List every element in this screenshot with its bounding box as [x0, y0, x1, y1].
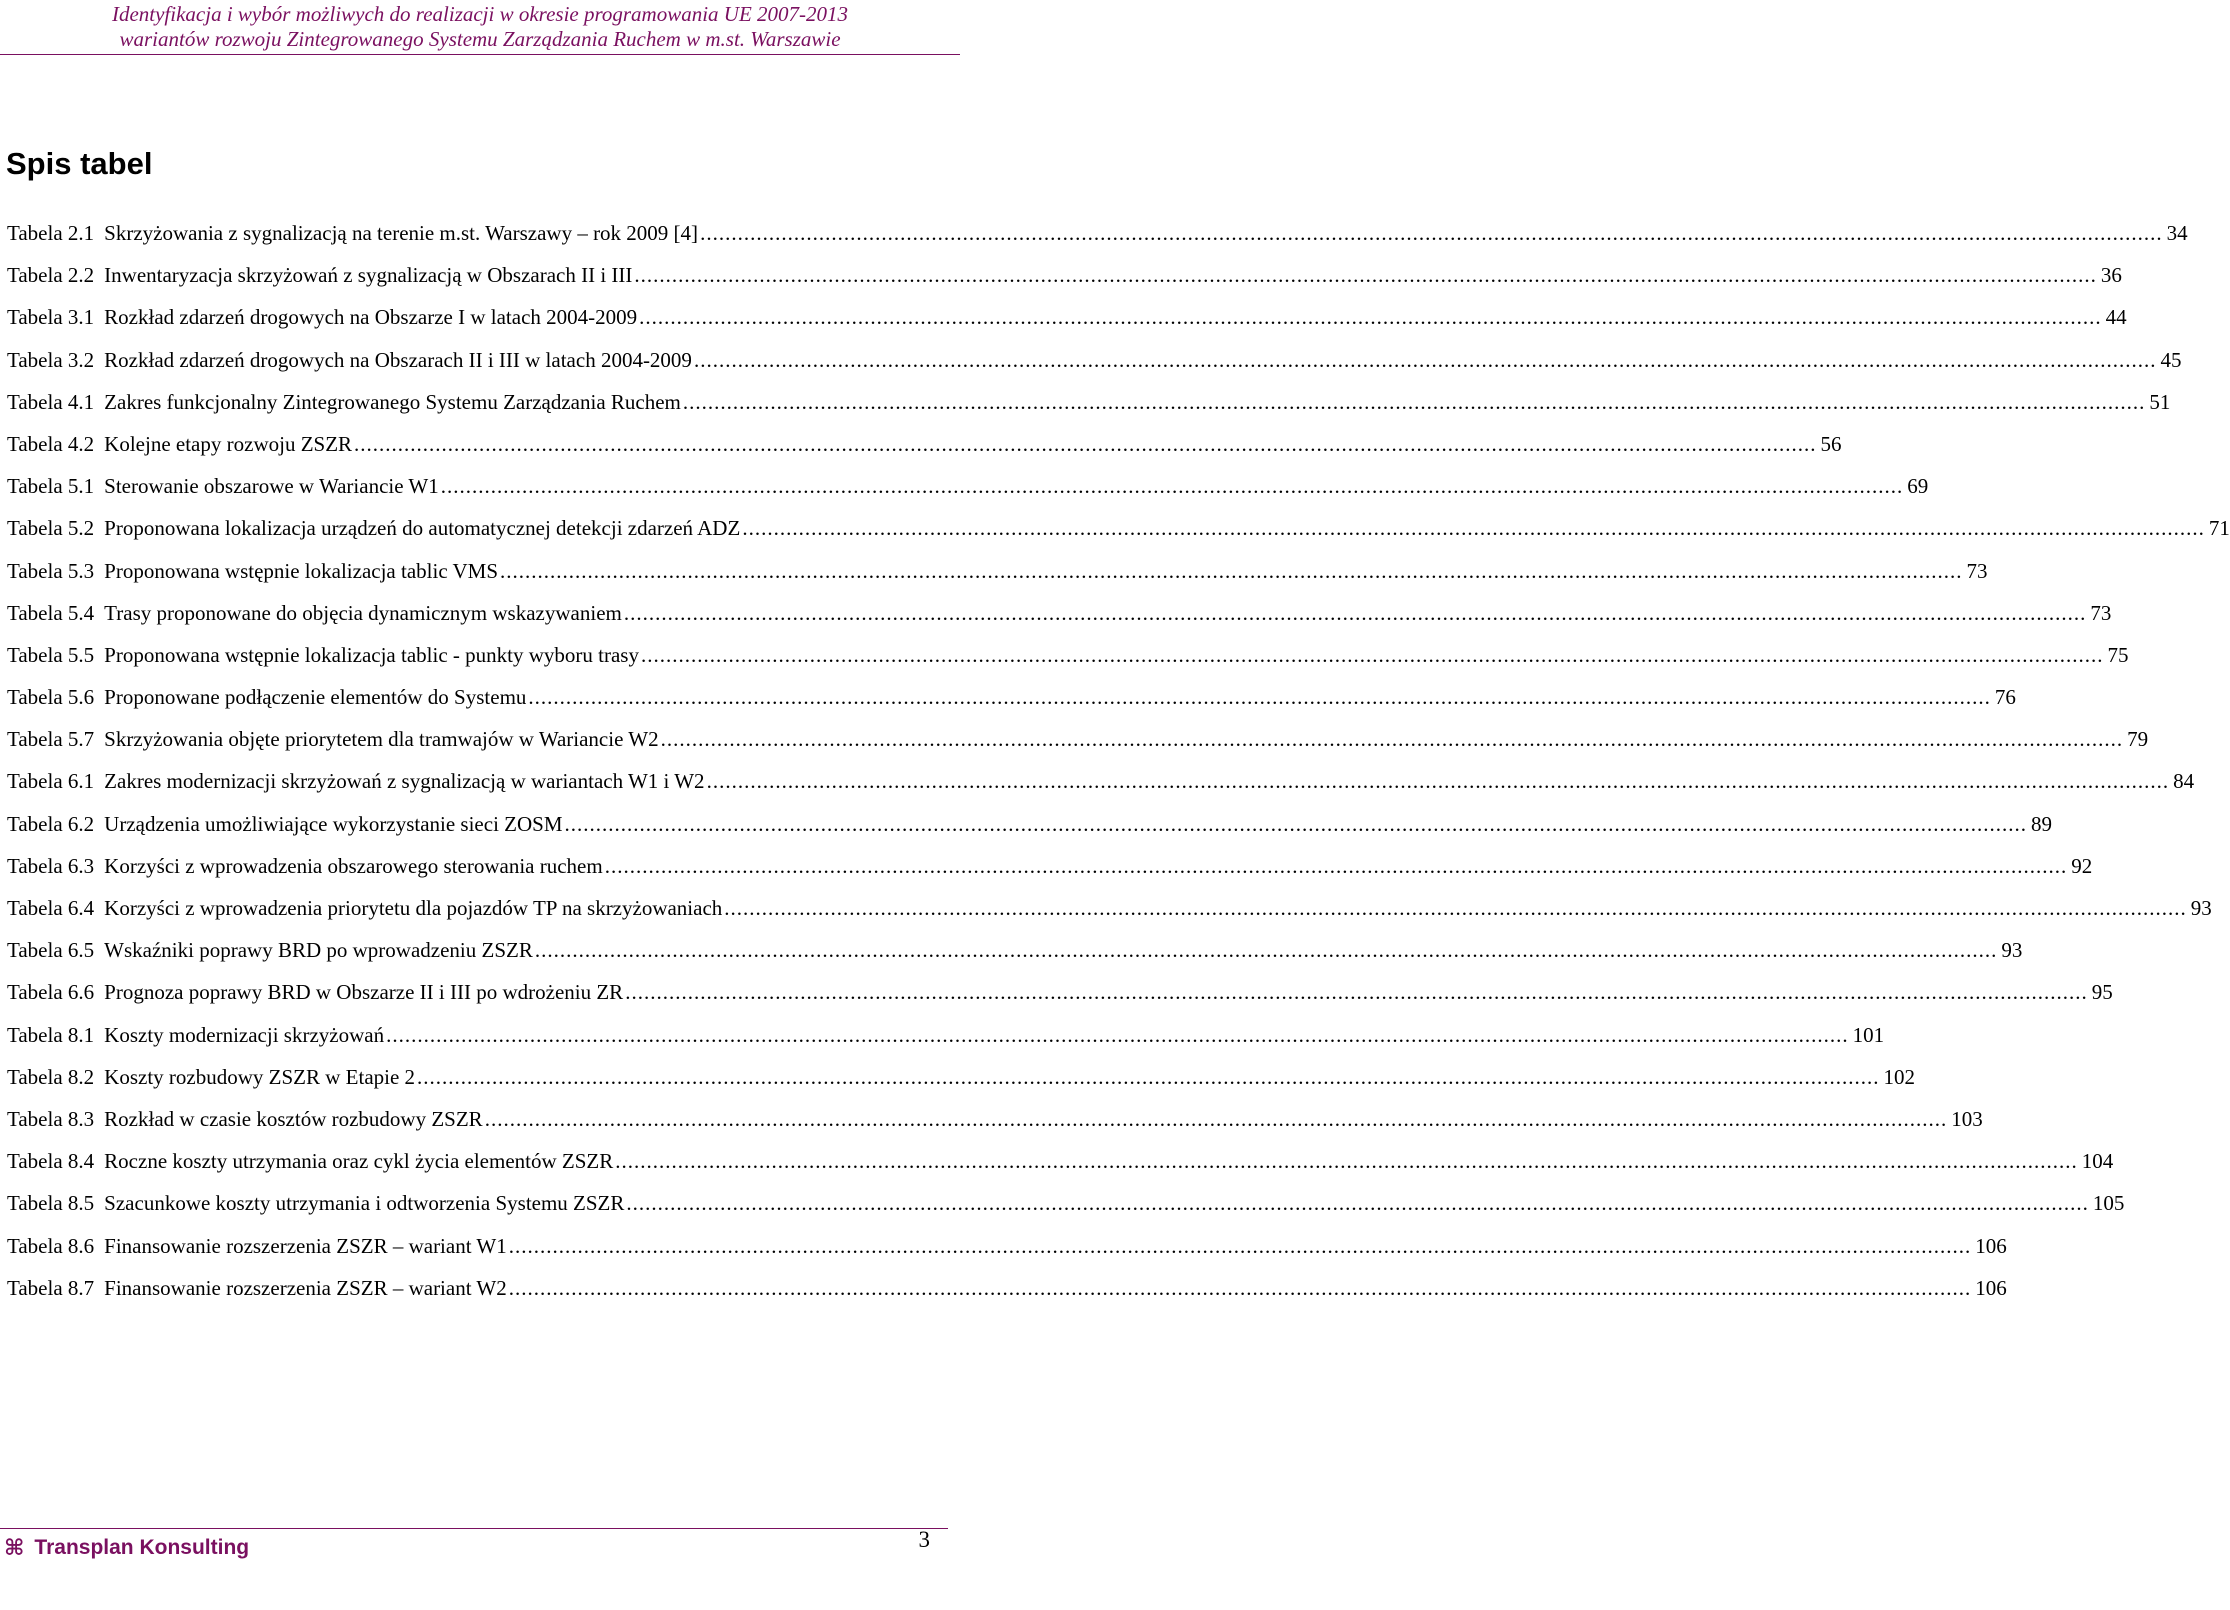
entry-title: Proponowana lokalizacja urządzeń do automatycznej detekcji zdarzeń ADZ — [104, 516, 741, 541]
toc-entry[interactable] — [7, 887, 2212, 929]
dot-leader — [615, 1140, 2078, 1182]
toc-entry[interactable] — [7, 1267, 2007, 1309]
entry-page-number: 106 — [1975, 1275, 2007, 1300]
dot-leader — [707, 760, 2170, 802]
entry-page-number: 51 — [2149, 389, 2171, 414]
entry-page-number: 56 — [1820, 431, 1842, 456]
entry-title: Proponowana wstępnie lokalizacja tablic VMS — [104, 558, 499, 583]
toc-entry[interactable] — [7, 550, 1988, 592]
header-line-2: wariantów rozwoju Zintegrowanego Systemu Zarządzania Ruchem w m.st. Warszawie — [119, 27, 841, 51]
toc-entry[interactable] — [7, 507, 2230, 549]
toc-entry[interactable] — [7, 423, 1842, 465]
entry-label: Tabela 8.6 — [7, 1233, 95, 1258]
dot-leader — [724, 887, 2187, 929]
entry-page-number: 69 — [1907, 474, 1929, 499]
entry-label: Tabela 6.3 — [7, 853, 95, 878]
entry-label: Tabela 5.2 — [7, 516, 95, 541]
entry-title: Szacunkowe koszty utrzymania i odtworzenia Systemu ZSZR — [104, 1191, 625, 1216]
toc-entry[interactable] — [7, 803, 2053, 845]
dot-leader — [625, 971, 2088, 1013]
entry-page-number: 34 — [2166, 221, 2188, 245]
entry-page-number: 79 — [2127, 727, 2149, 752]
entry-title: Skrzyżowania objęte priorytetem dla tramwajów w Wariancie W2 — [104, 727, 659, 752]
dot-leader — [417, 1056, 1880, 1098]
table-of-tables — [7, 212, 2230, 1309]
toc-entry[interactable] — [7, 718, 2149, 760]
dot-leader — [386, 1014, 1849, 1056]
entry-title: Finansowanie rozszerzenia ZSZR – wariant W2 — [104, 1275, 507, 1300]
entry-title: Koszty rozbudowy ZSZR w Etapie 2 — [104, 1064, 416, 1089]
company-name: Transplan Konsulting — [34, 1536, 250, 1559]
entry-page-number: 36 — [2100, 263, 2122, 288]
entry-title: Koszty modernizacji skrzyżowań — [104, 1022, 385, 1047]
dot-leader — [354, 423, 1817, 465]
entry-label: Tabela 8.3 — [7, 1106, 95, 1131]
entry-title: Korzyści z wprowadzenia priorytetu dla pojazdów TP na skrzyżowaniach — [104, 896, 723, 920]
dot-leader — [624, 592, 2087, 634]
entry-title: Zakres modernizacji skrzyżowań z sygnalizacją w wariantach W1 i W2 — [104, 769, 705, 794]
dot-leader — [509, 1267, 1972, 1309]
dot-leader — [509, 1225, 1972, 1267]
entry-title: Kolejne etapy rozwoju ZSZR — [104, 431, 353, 456]
entry-label: Tabela 6.6 — [7, 980, 95, 1005]
entry-title: Sterowanie obszarowe w Wariancie W1 — [104, 474, 439, 499]
dot-leader — [683, 381, 2146, 423]
entry-title: Zakres funkcjonalny Zintegrowanego Systemu Zarządzania Ruchem — [104, 389, 681, 414]
dot-leader — [528, 676, 1991, 718]
entry-label: Tabela 8.4 — [7, 1149, 95, 1174]
toc-entry[interactable] — [7, 634, 2129, 676]
toc-entry[interactable] — [7, 1098, 1983, 1140]
entry-page-number: 103 — [1951, 1106, 1983, 1131]
toc-entry[interactable] — [7, 1140, 2114, 1182]
entry-title: Inwentaryzacja skrzyżowań z sygnalizacją w Obszarach II i III — [104, 263, 633, 288]
entry-title: Proponowane podłączenie elementów do Systemu — [104, 685, 527, 710]
entry-page-number: 95 — [2091, 980, 2113, 1005]
entry-label: Tabela 8.2 — [7, 1064, 95, 1089]
entry-page-number: 101 — [1852, 1022, 1885, 1047]
toc-entry[interactable] — [7, 339, 2182, 381]
toc-entry[interactable] — [7, 1182, 2125, 1224]
toc-entry[interactable] — [7, 254, 2122, 296]
entry-page-number: 106 — [1975, 1233, 2007, 1258]
entry-label: Tabela 6.1 — [7, 769, 95, 794]
entry-label: Tabela 5.6 — [7, 685, 95, 710]
dot-leader — [500, 550, 1963, 592]
entry-label: Tabela 6.5 — [7, 938, 95, 963]
dot-leader — [641, 634, 2104, 676]
toc-entry[interactable] — [7, 212, 2188, 254]
running-header — [0, 2, 960, 52]
entry-title: Korzyści z wprowadzenia obszarowego sterowania ruchem — [104, 853, 603, 878]
toc-entry[interactable] — [7, 929, 2023, 971]
footer-logo — [4, 1535, 249, 1561]
toc-entry[interactable] — [7, 381, 2171, 423]
entry-page-number: 71 — [2208, 516, 2230, 541]
entry-label: Tabela 8.1 — [7, 1022, 95, 1047]
footer-divider — [0, 1528, 948, 1529]
entry-page-number: 73 — [2090, 600, 2112, 625]
toc-entry[interactable] — [7, 592, 2112, 634]
entry-page-number: 92 — [2071, 853, 2093, 878]
dot-leader — [639, 296, 2102, 338]
entry-page-number: 93 — [2190, 896, 2212, 920]
entry-page-number: 104 — [2081, 1149, 2114, 1174]
entry-title: Roczne koszty utrzymania oraz cykl życia elementów ZSZR — [104, 1149, 614, 1174]
header-divider — [0, 54, 960, 55]
entry-label: Tabela 8.5 — [7, 1191, 95, 1216]
toc-entry[interactable] — [7, 1014, 1885, 1056]
entry-label: Tabela 3.1 — [7, 305, 95, 330]
entry-page-number: 76 — [1994, 685, 2016, 710]
entry-title: Finansowanie rozszerzenia ZSZR – wariant W1 — [104, 1233, 507, 1258]
entry-label: Tabela 5.1 — [7, 474, 95, 499]
entry-label: Tabela 6.4 — [7, 896, 95, 920]
dot-leader — [634, 254, 2097, 296]
entry-label: Tabela 2.1 — [7, 221, 95, 245]
dot-leader — [661, 718, 2124, 760]
dot-leader — [626, 1182, 2089, 1224]
entry-page-number: 44 — [2105, 305, 2127, 330]
entry-title: Proponowana wstępnie lokalizacja tablic - punkty wyboru trasy — [104, 642, 639, 667]
toc-entry[interactable] — [7, 465, 1929, 507]
dot-leader — [441, 465, 1904, 507]
entry-page-number: 105 — [2092, 1191, 2125, 1216]
header-line-1: Identyfikacja i wybór możliwych do realizacji w okresie programowania UE 2007-2013 — [111, 2, 849, 26]
entry-page-number: 75 — [2107, 642, 2129, 667]
entry-label: Tabela 5.4 — [7, 600, 95, 625]
dot-leader — [535, 929, 1998, 971]
dot-leader — [485, 1098, 1948, 1140]
page-title: Spis tabel — [6, 146, 153, 181]
toc-entry[interactable] — [7, 845, 2093, 887]
entry-label: Tabela 3.2 — [7, 347, 95, 372]
entry-title: Prognoza poprawy BRD w Obszarze II i III po wdrożeniu ZR — [104, 980, 624, 1005]
entry-label: Tabela 5.5 — [7, 642, 95, 667]
entry-page-number: 93 — [2001, 938, 2023, 963]
entry-title: Urządzenia umożliwiające wykorzystanie sieci ZOSM — [104, 811, 563, 836]
entry-title: Rozkład zdarzeń drogowych na Obszarach II i III w latach 2004-2009 — [104, 347, 692, 372]
dot-leader — [565, 803, 2028, 845]
entry-title: Trasy proponowane do objęcia dynamicznym wskazywaniem — [104, 600, 622, 625]
entry-label: Tabela 4.1 — [7, 389, 95, 414]
entry-label: Tabela 2.2 — [7, 263, 95, 288]
entry-label: Tabela 6.2 — [7, 811, 95, 836]
toc-entry[interactable] — [7, 1056, 1916, 1098]
dot-leader — [605, 845, 2068, 887]
command-symbol-icon: ⌘ — [4, 1535, 25, 1560]
toc-entry[interactable] — [7, 971, 2113, 1013]
toc-entry[interactable] — [7, 760, 2195, 802]
dot-leader — [694, 339, 2157, 381]
entry-label: Tabela 8.7 — [7, 1275, 95, 1300]
entry-title: Rozkład w czasie kosztów rozbudowy ZSZR — [104, 1106, 483, 1131]
entry-page-number: 84 — [2173, 769, 2195, 794]
entry-page-number: 102 — [1883, 1064, 1916, 1089]
entry-label: Tabela 5.7 — [7, 727, 95, 752]
entry-page-number: 73 — [1966, 558, 1988, 583]
dot-leader — [700, 212, 2163, 254]
page-number: 3 — [918, 1527, 930, 1552]
toc-entry[interactable] — [7, 1225, 2007, 1267]
entry-page-number: 89 — [2031, 811, 2053, 836]
toc-entry[interactable] — [7, 296, 2127, 338]
entry-title: Rozkład zdarzeń drogowych na Obszarze I w latach 2004-2009 — [104, 305, 638, 330]
entry-label: Tabela 5.3 — [7, 558, 95, 583]
entry-title: Skrzyżowania z sygnalizacją na terenie m.st. Warszawy – rok 2009 [4] — [104, 221, 699, 245]
dot-leader — [742, 507, 2205, 549]
entry-label: Tabela 4.2 — [7, 431, 95, 456]
entry-page-number: 45 — [2160, 347, 2182, 372]
entry-title: Wskaźniki poprawy BRD po wprowadzeniu ZSZR — [104, 938, 533, 963]
toc-entry[interactable] — [7, 676, 2016, 718]
